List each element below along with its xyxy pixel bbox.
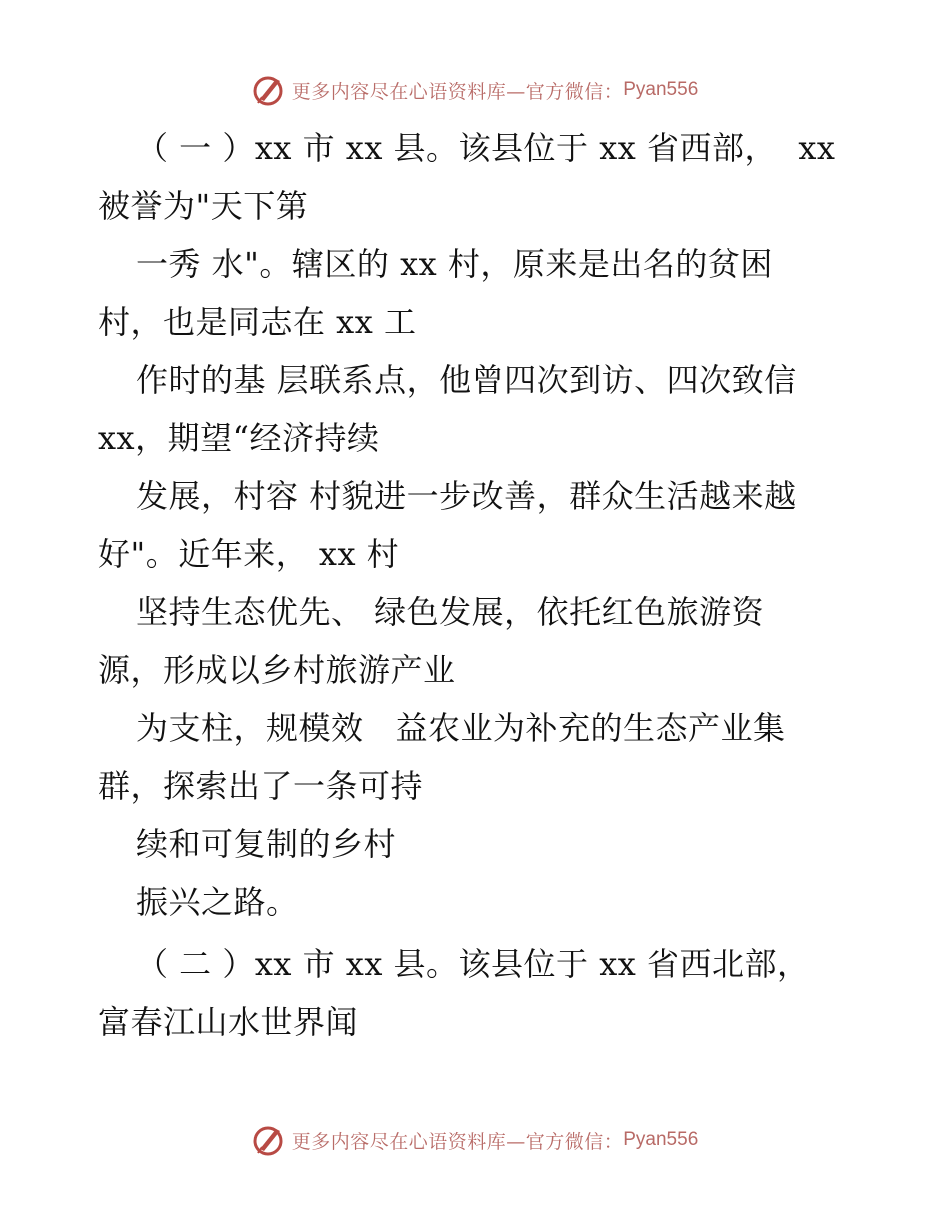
- header-banner: [0, 70, 950, 110]
- body-line: xx，期望“经济持续: [98, 419, 380, 457]
- body-line: 一秀 水"。辖区的 xx 村，原来是出名的贫困: [136, 245, 773, 283]
- quill-logo-icon: [252, 73, 286, 107]
- header-banner-wechat: Pyan556: [623, 79, 699, 100]
- body-line: 为支柱，规模效 益农业为补充的生态产业集: [136, 709, 786, 747]
- footer-banner: [0, 1120, 950, 1160]
- body-line: 群，探索出了一条可持: [98, 767, 424, 805]
- body-line: 发展，村容 村貌进一步改善，群众生活越来越: [136, 477, 797, 515]
- body-line: 源，形成以乡村旅游产业: [98, 651, 456, 689]
- body-line: 坚持生态优先、 绿色发展，依托红色旅游资: [136, 593, 765, 631]
- body-line: 好"。近年来， xx 村: [98, 535, 400, 573]
- body-line: （ 二 ）xx 市 xx 县。该县位于 xx 省西北部，: [136, 945, 810, 983]
- quill-logo-icon: [252, 1123, 286, 1157]
- body-line: 富春江山水世界闻: [98, 1003, 359, 1041]
- body-line: 作时的基 层联系点，他曾四次到访、四次致信: [136, 361, 797, 399]
- footer-banner-wechat: Pyan556: [623, 1129, 699, 1150]
- body-line: （ 一 ）xx 市 xx 县。该县位于 xx 省西部， xx: [136, 129, 836, 167]
- header-banner-text: 更多内容尽在心语资料库—官方微信：: [291, 80, 624, 103]
- body-line: 村，也是同志在 xx 工: [98, 303, 417, 341]
- footer-banner-text: 更多内容尽在心语资料库—官方微信：: [291, 1130, 624, 1153]
- body-line: 被誉为"天下第: [98, 187, 309, 225]
- body-line: 续和可复制的乡村: [136, 825, 397, 863]
- body-line: 振兴之路。: [136, 883, 299, 921]
